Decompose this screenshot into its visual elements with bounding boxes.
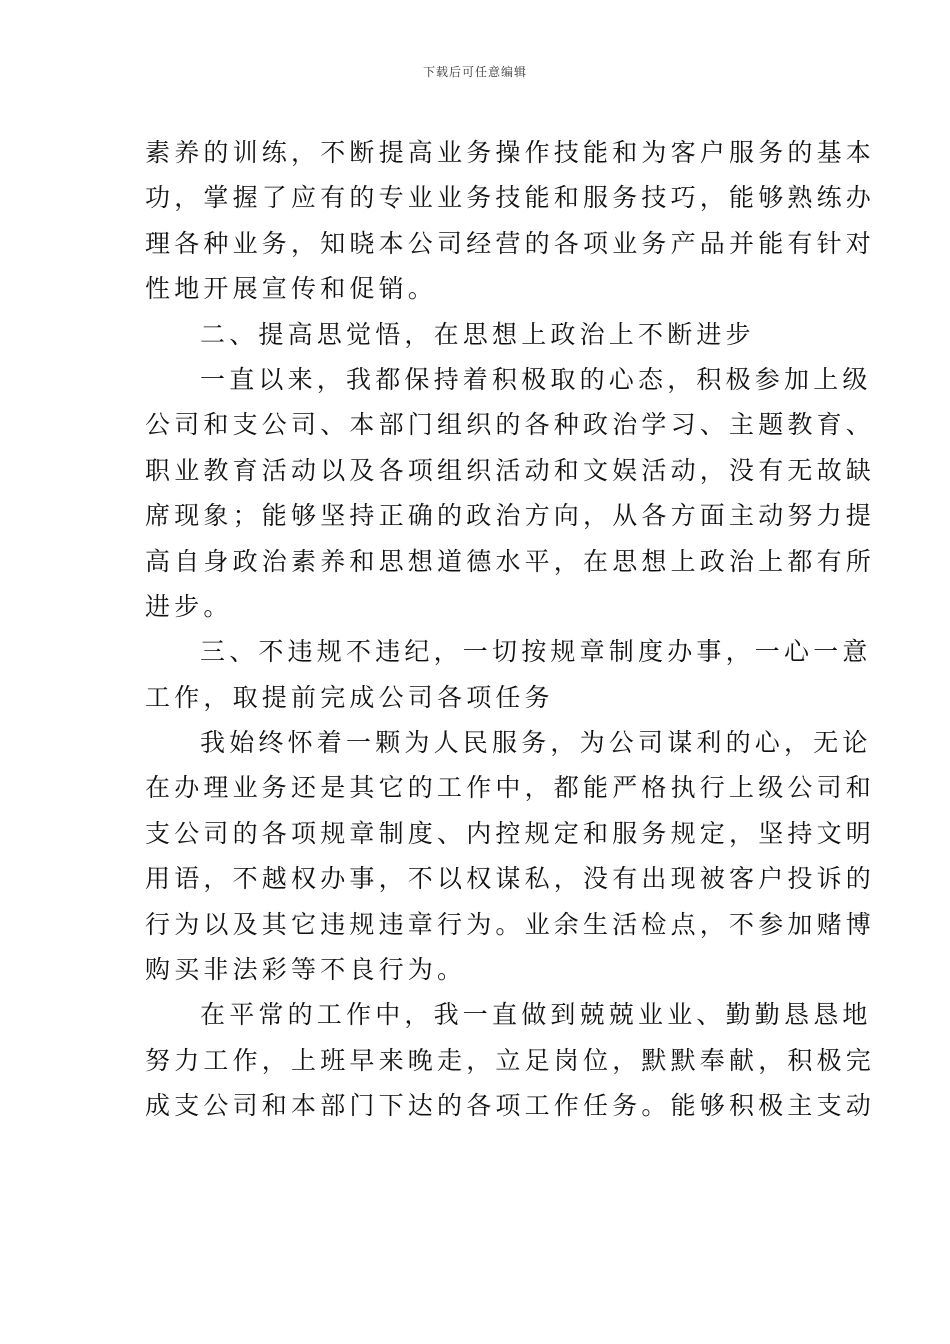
text-line: 职业教育活动以及各项组织活动和文娱活动，没有无故缺 <box>145 455 876 485</box>
paragraph <box>145 130 876 312</box>
page-header-note: 下载后可任意编辑 <box>422 65 527 79</box>
text-line: 高自身政治素养和思想道德水平，在思想上政治上都有所 <box>145 546 876 576</box>
text-line: 功，掌握了应有的专业业务技能和服务技巧，能够熟练办 <box>145 183 876 213</box>
document-body <box>145 130 876 1129</box>
text-line: 一直以来，我都保持着积极取的心态，积极参加上级 <box>200 364 872 394</box>
text-line: 三、不违规不违纪，一切按规章制度办事，一心一意 <box>200 637 872 667</box>
text-line: 用语，不越权办事，不以权谋私，没有出现被客户投诉的 <box>145 864 876 894</box>
text-line: 公司和支公司、本部门组织的各种政治学习、主题教育、 <box>145 410 876 440</box>
text-line: 素养的训练，不断提高业务操作技能和为客户服务的基本 <box>145 138 876 167</box>
text-line: 在平常的工作中，我一直做到兢兢业业、勤勤恳恳地 <box>200 1000 872 1030</box>
paragraph <box>145 992 876 1128</box>
text-line: 努力工作，上班早来晚走，立足岗位，默默奉献，积极完 <box>145 1045 876 1075</box>
text-line: 二、提高思觉悟，在思想上政治上不断进步 <box>200 319 755 349</box>
paragraph <box>145 720 876 992</box>
text-line: 理各种业务，知晓本公司经营的各项业务产品并能有针对 <box>145 228 876 258</box>
text-line: 成支公司和本部门下达的各项工作任务。能够积极主支动 <box>145 1091 876 1121</box>
text-line: 席现象；能够坚持正确的政治方向，从各方面主动努力提 <box>145 501 876 531</box>
text-line: 支公司的各项规章制度、内控规定和服务规定，坚持文明 <box>145 818 876 848</box>
text-line: 进步。 <box>145 591 233 621</box>
text-line: 性地开展宣传和促销。 <box>145 274 438 304</box>
text-line: 我始终怀着一颗为人民服务，为公司谋利的心，无论 <box>200 728 872 758</box>
text-line: 在办理业务还是其它的工作中，都能严格执行上级公司和 <box>145 773 876 803</box>
paragraph <box>145 357 876 629</box>
text-line: 行为以及其它违规违章行为。业余生活检点，不参加赌博 <box>145 909 876 939</box>
section-heading <box>145 312 807 357</box>
text-line: 工作，取提前完成公司各项任务 <box>145 682 554 712</box>
section-heading <box>145 629 872 720</box>
text-line: 购买非法彩等不良行为。 <box>145 955 467 985</box>
